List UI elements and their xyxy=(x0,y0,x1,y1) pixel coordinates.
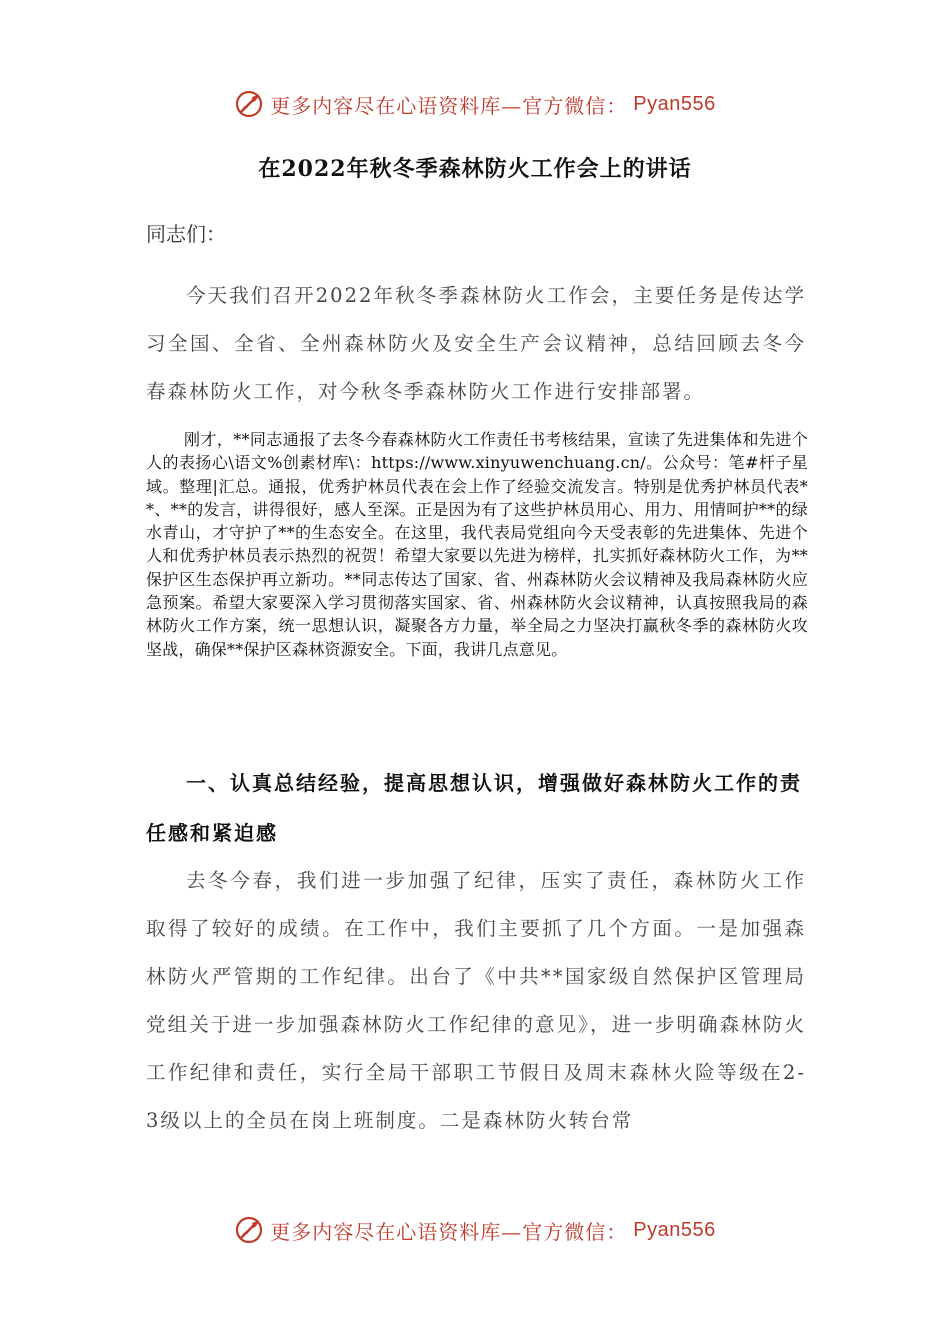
watermark-text: 更多内容尽在心语资料库—官方微信： xyxy=(270,93,628,118)
watermark-wechat-id: Pyan556 xyxy=(633,92,716,115)
paragraph-section-1: 去冬今春，我们进一步加强了纪律，压实了责任，森林防火工作取得了较好的成绩。在工作中，我们主要抓了几个方面。一是加强森林防火严管期的工作纪律。出台了《中共**国家级自然保护区管理局党组关于进一步加强森林防火工作纪律的意见》，进一步明确森林防火工作纪律和责任，实行全局干部职工节假日及周末森林火险等级在2-3级以上的全员在岗上班制度。二是森林防火转台常 xyxy=(146,869,806,1132)
paragraph-main: 刚才，**同志通报了去冬今春森林防火工作责任书考核结果，宣读了先进集体和先进个人的表扬心\语文%创素材库\：https://www.xinyuwenchuang.cn/。公众号：笔#杆子星域。整理|汇总。通报，优秀护林员代表在会上作了经验交流发言。特别是优秀护林员代表**、**的发言，讲得很好，感人至深。正是因为有了这些护林员用心、用力、用情呵护**的绿水青山，才守护了**的生态安全。在这里，我代表局党组向今天受表彰的先进集体、先进个人和优秀护林员表示热烈的祝贺！希望大家要以先进为榜样，扎实抓好森林防火工作，为**保护区生态保护再立新功。**同志传达了国家、省、州森林防火会议精神及我局森林防火应急预案。希望大家要深入学习贯彻落实国家、省、州森林防火会议精神，认真按照我局的森林防火工作方案，统一思想认识，凝聚各方力量，举全局之力坚决打赢秋冬季的森林防火攻坚战，确保**保护区森林资源安全。下面，我讲几点意见。 xyxy=(146,430,808,659)
watermark-text: 更多内容尽在心语资料库—官方微信： xyxy=(270,1219,628,1244)
section-heading-1: 一、认真总结经验，提高思想认识，增强做好森林防火工作的责任感和紧迫感 xyxy=(146,771,802,845)
salutation: 同志们： xyxy=(146,222,226,246)
quill-logo-icon xyxy=(234,89,264,119)
watermark-wechat-id: Pyan556 xyxy=(633,1218,716,1241)
document-title: 在2022年秋冬季森林防火工作会上的讲话 xyxy=(258,156,692,182)
watermark-top xyxy=(0,84,950,124)
quill-logo-icon xyxy=(234,1215,264,1245)
paragraph-intro: 今天我们召开2022年秋冬季森林防火工作会，主要任务是传达学习全国、全省、全州森林防火及安全生产会议精神，总结回顾去冬今春森林防火工作，对今秋冬季森林防火工作进行安排部署。 xyxy=(146,284,806,403)
watermark-bottom xyxy=(0,1210,950,1250)
